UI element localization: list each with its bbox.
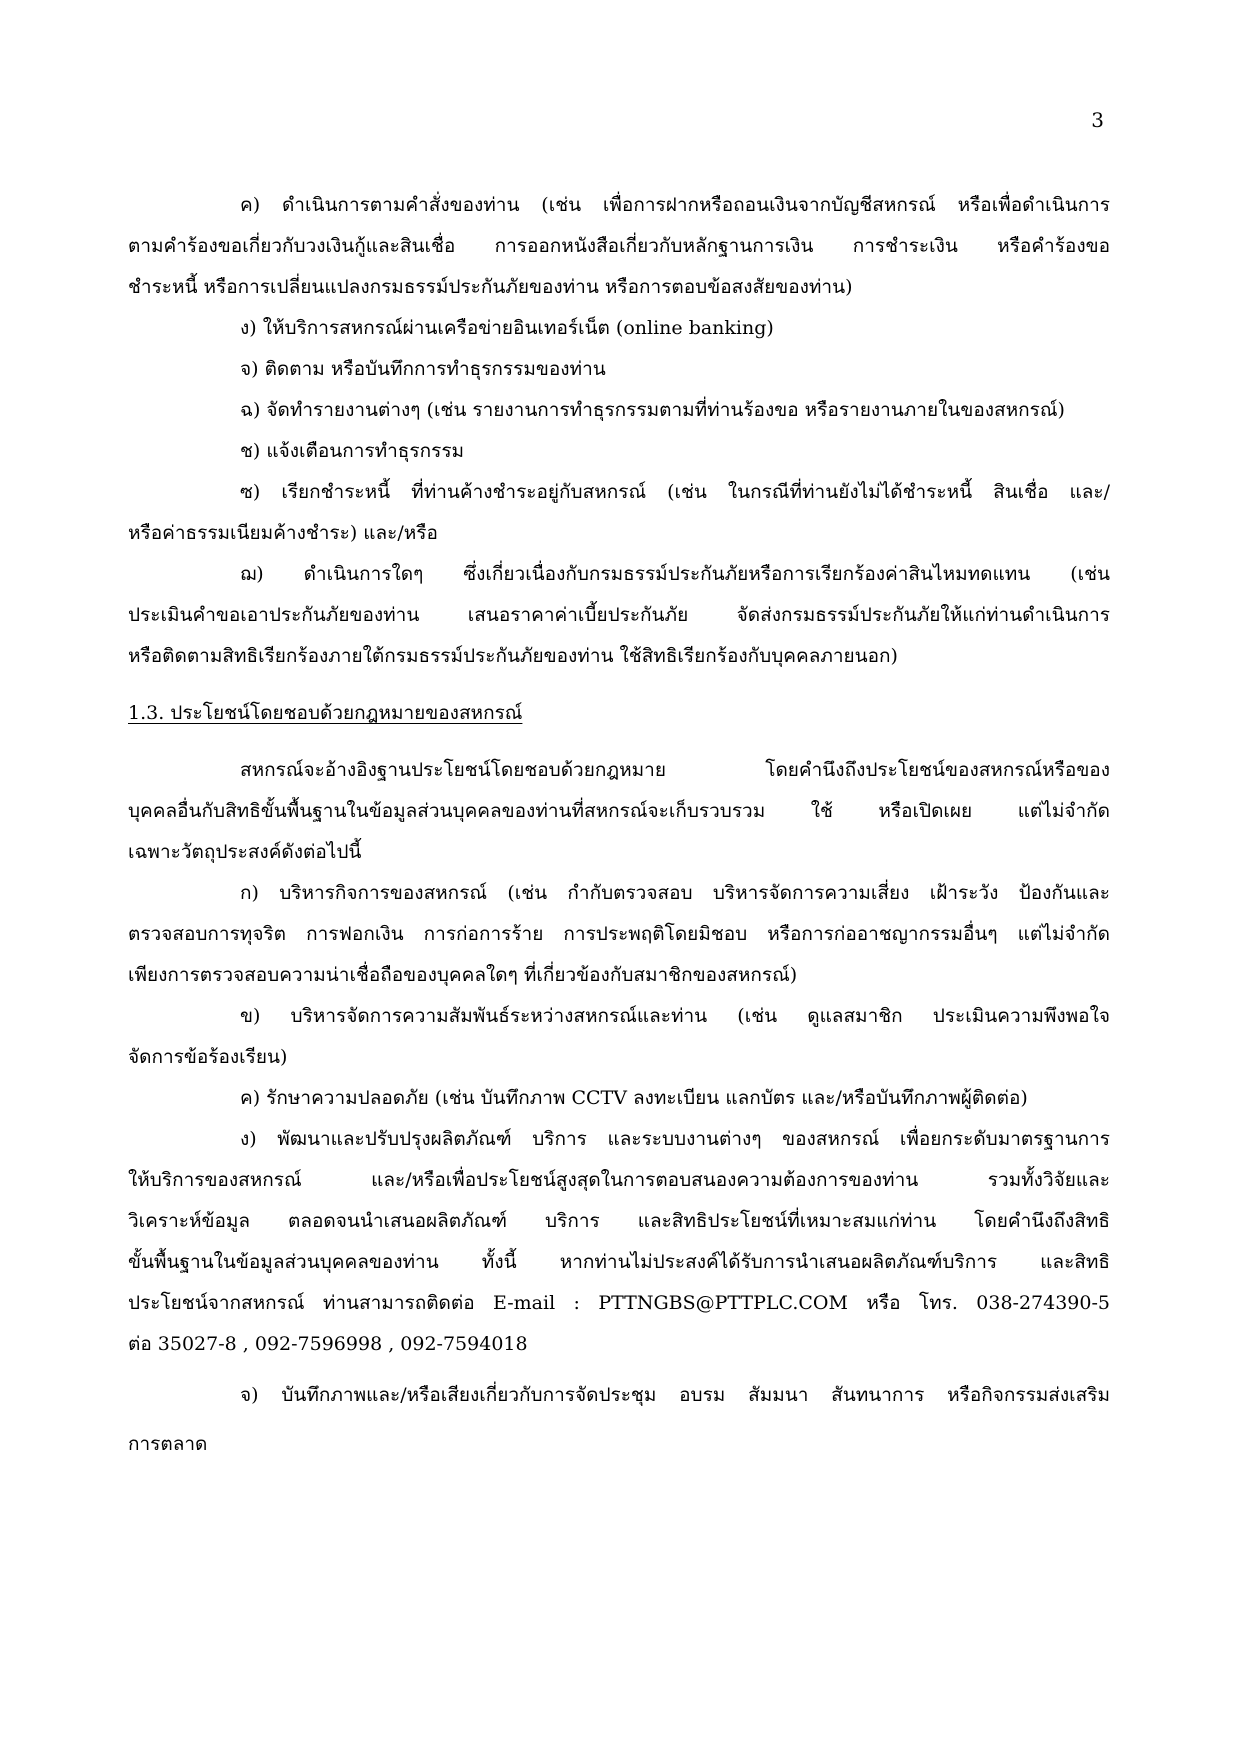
paragraph-line: หรือติดตามสิทธิเรียกร้องภายใต้กรมธรรม์ประกันภัยของท่าน ใช้สิทธิเรียกร้องกับบุคคลภายนอก) xyxy=(128,645,898,667)
paragraph-line: จัดการข้อร้องเรียน) xyxy=(128,1046,288,1068)
section-heading: 1.3. ประโยชน์โดยชอบด้วยกฎหมายของสหกรณ์ xyxy=(128,702,523,724)
paragraph-line: เฉพาะวัตถุประสงค์ดังต่อไปนี้ xyxy=(128,841,362,863)
paragraph-line: ง) ให้บริการสหกรณ์ผ่านเครือข่ายอินเทอร์เน็ต (online banking) xyxy=(240,317,774,339)
paragraph-line: หรือค่าธรรมเนียมค้างชำระ) และ/หรือ xyxy=(128,522,438,544)
paragraph-line: ง) พัฒนาและปรับปรุงผลิตภัณฑ์ บริการ และระบบงานต่างๆ ของสหกรณ์ เพื่อยกระดับมาตรฐานการ xyxy=(240,1128,1110,1150)
paragraph-line: วิเคราะห์ข้อมูล ตลอดจนนำเสนอผลิตภัณฑ์ บริการ และสิทธิประโยชน์ที่เหมาะสมแก่ท่าน โดยคำนึงถึงสิทธิ xyxy=(128,1210,1110,1232)
paragraph-line: ฉ) จัดทำรายงานต่างๆ (เช่น รายงานการทำธุรกรรมตามที่ท่านร้องขอ หรือรายงานภายในของสหกรณ์) xyxy=(240,399,1065,421)
paragraph-line: ช) แจ้งเตือนการทำธุรกรรม xyxy=(240,440,465,462)
paragraph-line: ประโยชน์จากสหกรณ์ ท่านสามารถติดต่อ E-mail : PTTNGBS@PTTPLC.COM หรือ โทร. 038-274390-5 xyxy=(128,1292,1110,1314)
paragraph-line: จ) ติดตาม หรือบันทึกการทำธุรกรรมของท่าน xyxy=(240,358,606,380)
paragraph-line: เพียงการตรวจสอบความน่าเชื่อถือของบุคคลใดๆ ที่เกี่ยวข้องกับสมาชิกของสหกรณ์) xyxy=(128,964,798,986)
paragraph-line: ตรวจสอบการทุจริต การฟอกเงิน การก่อการร้าย การประพฤติโดยมิชอบ หรือการก่ออาชญากรรมอื่นๆ แต่ไม่จำกัด xyxy=(128,923,1110,945)
paragraph-line: ค) รักษาความปลอดภัย (เช่น บันทึกภาพ CCTV ลงทะเบียน แลกบัตร และ/หรือบันทึกภาพผู้ติดต่อ) xyxy=(240,1087,1028,1109)
paragraph-line: ขั้นพื้นฐานในข้อมูลส่วนบุคคลของท่าน ทั้งนี้ หากท่านไม่ประสงค์ได้รับการนำเสนอผลิตภัณฑ์บริการ และสิทธิ xyxy=(128,1251,1110,1273)
paragraph-line: ประเมินคำขอเอาประกันภัยของท่าน เสนอราคาค่าเบี้ยประกันภัย จัดส่งกรมธรรม์ประกันภัยให้แก่ท่านดำเนินการ xyxy=(128,604,1110,626)
paragraph-line: ชำระหนี้ หรือการเปลี่ยนแปลงกรมธรรม์ประกันภัยของท่าน หรือการตอบข้อสงสัยของท่าน) xyxy=(128,276,853,298)
paragraph-line: บุคคลอื่นกับสิทธิขั้นพื้นฐานในข้อมูลส่วนบุคคลของท่านที่สหกรณ์จะเก็บรวบรวม ใช้ หรือเปิดเผย แต่ไม่จำกัด xyxy=(128,800,1110,822)
paragraph-line: ต่อ 35027-8 , 092-7596998 , 092-7594018 xyxy=(128,1333,528,1355)
paragraph-line: ข) บริหารจัดการความสัมพันธ์ระหว่างสหกรณ์และท่าน (เช่น ดูแลสมาชิก ประเมินความพึงพอใจ xyxy=(240,1005,1110,1027)
paragraph-line: จ) บันทึกภาพและ/หรือเสียงเกี่ยวกับการจัดประชุม อบรม สัมมนา สันทนาการ หรือกิจกรรมส่งเสริม xyxy=(240,1384,1110,1406)
paragraph-line: ซ) เรียกชำระหนี้ ที่ท่านค้างชำระอยู่กับสหกรณ์ (เช่น ในกรณีที่ท่านยังไม่ได้ชำระหนี้ สินเชื่อ และ/ xyxy=(240,481,1110,503)
paragraph-line: ฌ) ดำเนินการใดๆ ซึ่งเกี่ยวเนื่องกับกรมธรรม์ประกันภัยหรือการเรียกร้องค่าสินไหมทดแทน (เช่น xyxy=(240,563,1110,585)
paragraph-line: ให้บริการของสหกรณ์ และ/หรือเพื่อประโยชน์สูงสุดในการตอบสนองความต้องการของท่าน รวมทั้งวิจัยและ xyxy=(128,1169,1110,1191)
paragraph-line: ก) บริหารกิจการของสหกรณ์ (เช่น กำกับตรวจสอบ บริหารจัดการความเสี่ยง เฝ้าระวัง ป้องกันและ xyxy=(240,882,1110,904)
paragraph-line: ค) ดำเนินการตามคำสั่งของท่าน (เช่น เพื่อการฝากหรือถอนเงินจากบัญชีสหกรณ์ หรือเพื่อดำเนินการ xyxy=(240,194,1110,216)
paragraph-line: การตลาด xyxy=(128,1433,208,1455)
paragraph-line: ตามคำร้องขอเกี่ยวกับวงเงินกู้และสินเชื่อ การออกหนังสือเกี่ยวกับหลักฐานการเงิน การชำระเงิน หรือคำร้องขอ xyxy=(128,235,1110,257)
page-number: 3 xyxy=(1091,108,1104,132)
paragraph-line: สหกรณ์จะอ้างอิงฐานประโยชน์โดยชอบด้วยกฎหมาย โดยคำนึงถึงประโยชน์ของสหกรณ์หรือของ xyxy=(240,759,1110,781)
